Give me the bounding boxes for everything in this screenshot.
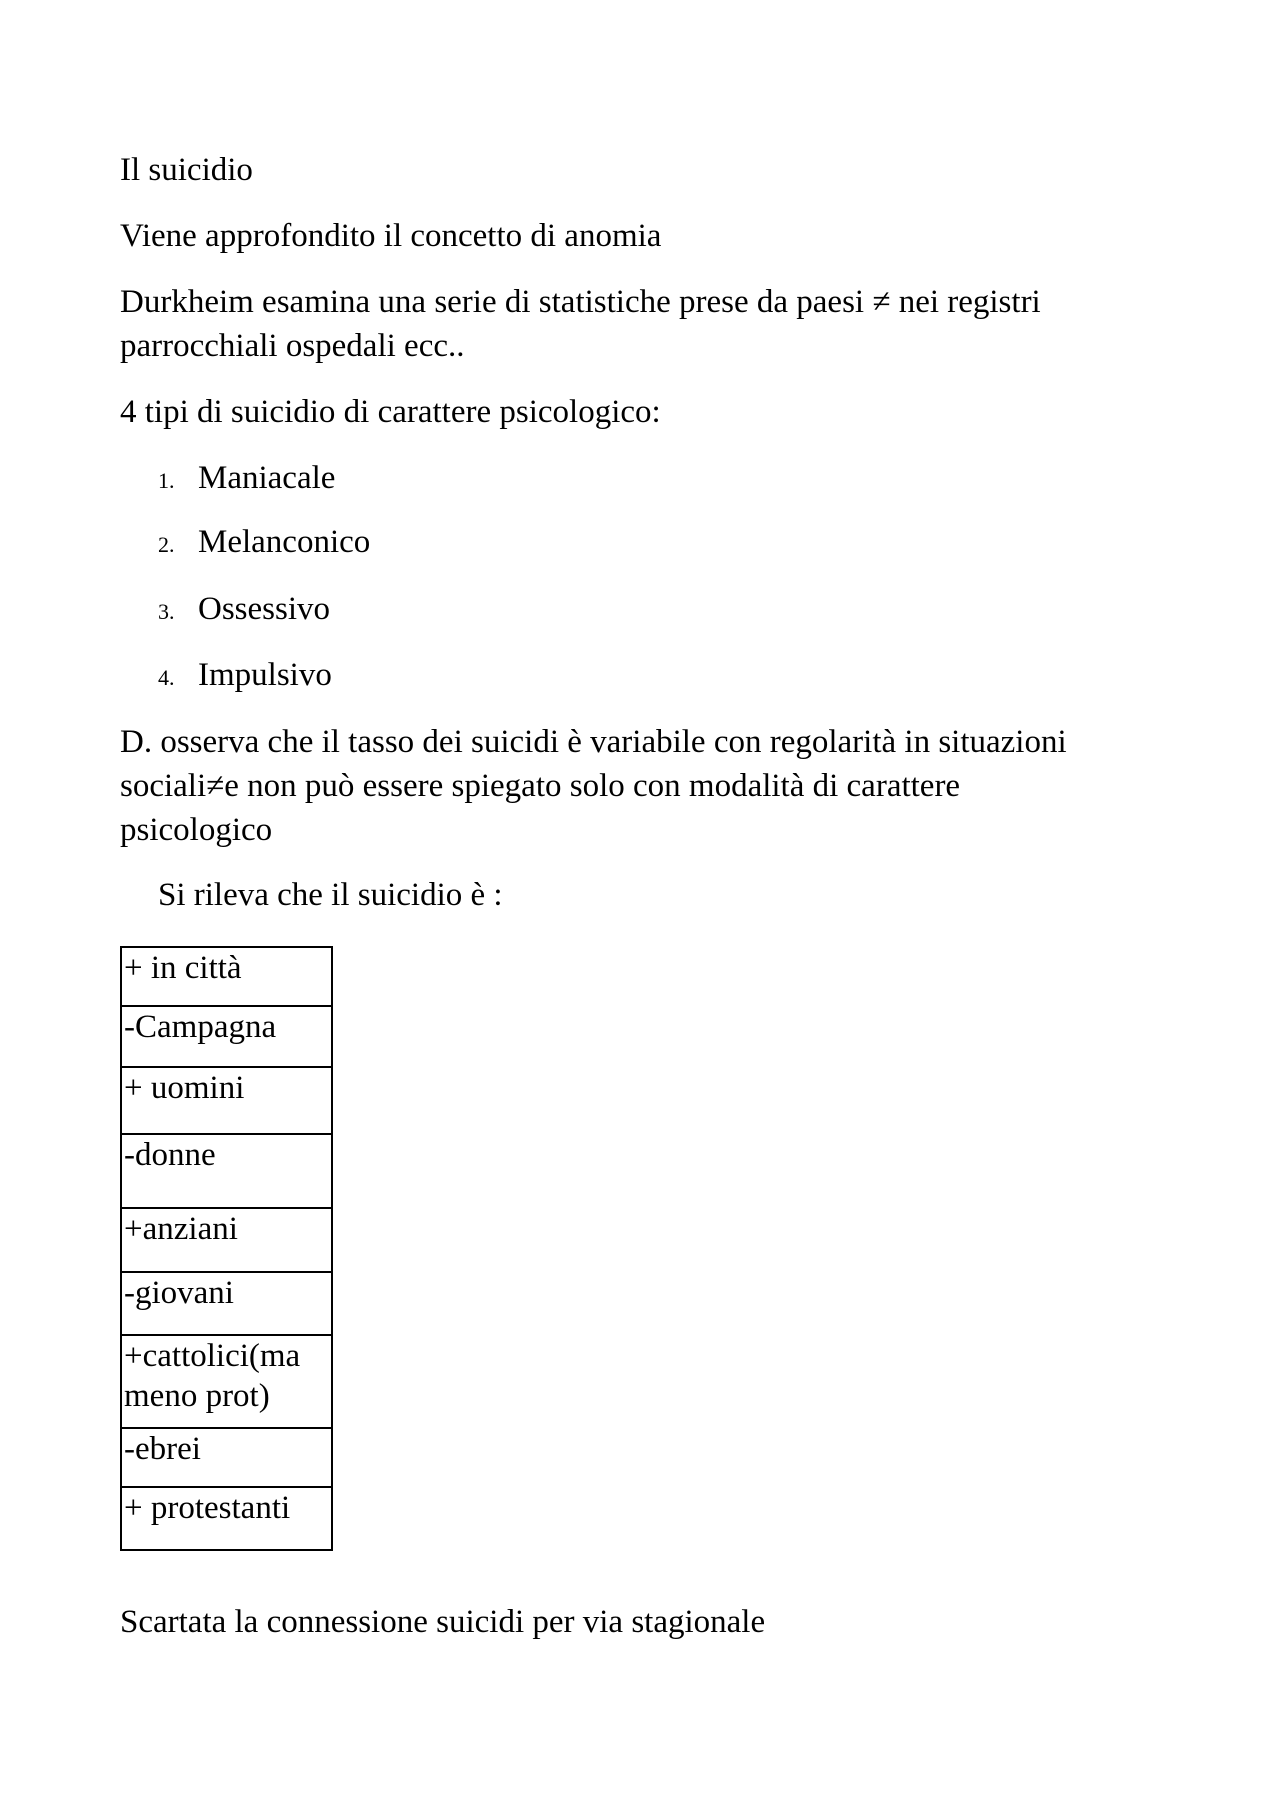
list-number: 2.	[158, 532, 175, 557]
list-number: 4.	[158, 665, 175, 690]
list-label: Ossessivo	[198, 591, 331, 627]
table-cell: -giovani	[121, 1272, 332, 1335]
stats-paragraph-line-2: parrocchiali ospedali ecc..	[120, 328, 465, 364]
table-cell: -ebrei	[121, 1428, 332, 1487]
table-row	[121, 1335, 332, 1428]
list-item	[120, 653, 720, 697]
table-cell: -donne	[121, 1134, 332, 1208]
table-row	[121, 1208, 332, 1272]
table-row	[121, 1134, 332, 1208]
finding-lead: Si rileva che il suicidio è :	[158, 877, 503, 913]
conclusion-paragraph: Scartata la connessione suicidi per via stagionale	[120, 1604, 766, 1640]
table-row	[121, 1487, 332, 1550]
table-cell: -Campagna	[121, 1006, 332, 1067]
observation-line-2: sociali≠e non può essere spiegato solo con modalità di carattere	[120, 768, 961, 804]
table-cell-line: meno prot)	[124, 1378, 270, 1414]
observation-line-3: psicologico	[120, 812, 273, 848]
table-cell: + uomini	[121, 1067, 332, 1134]
table-cell: + protestanti	[121, 1487, 332, 1550]
table-row	[121, 1006, 332, 1067]
table-cell-line: +cattolici(ma	[124, 1338, 301, 1374]
stats-paragraph-line-1: Durkheim esamina una serie di statistiche prese da paesi ≠ nei registri	[120, 284, 1041, 320]
list-item	[120, 587, 720, 631]
findings-table	[120, 946, 333, 1551]
page-title: Il suicidio	[120, 152, 253, 188]
table-cell	[121, 1335, 332, 1428]
list-label: Melanconico	[198, 524, 371, 560]
table-cell: + in città	[121, 947, 332, 1006]
table-row	[121, 1272, 332, 1335]
list-label: Impulsivo	[198, 657, 332, 693]
table-row	[121, 1067, 332, 1134]
list-number: 1.	[158, 468, 175, 493]
list-label: Maniacale	[198, 460, 336, 496]
table-cell: +anziani	[121, 1208, 332, 1272]
table-row	[121, 947, 332, 1006]
list-number: 3.	[158, 599, 175, 624]
types-heading: 4 tipi di suicidio di carattere psicologico:	[120, 394, 661, 430]
observation-line-1: D. osserva che il tasso dei suicidi è variabile con regolarità in situazioni	[120, 724, 1067, 760]
list-item	[120, 520, 720, 564]
intro-paragraph: Viene approfondito il concetto di anomia	[120, 218, 662, 254]
table-row	[121, 1428, 332, 1487]
list-item	[120, 456, 720, 500]
